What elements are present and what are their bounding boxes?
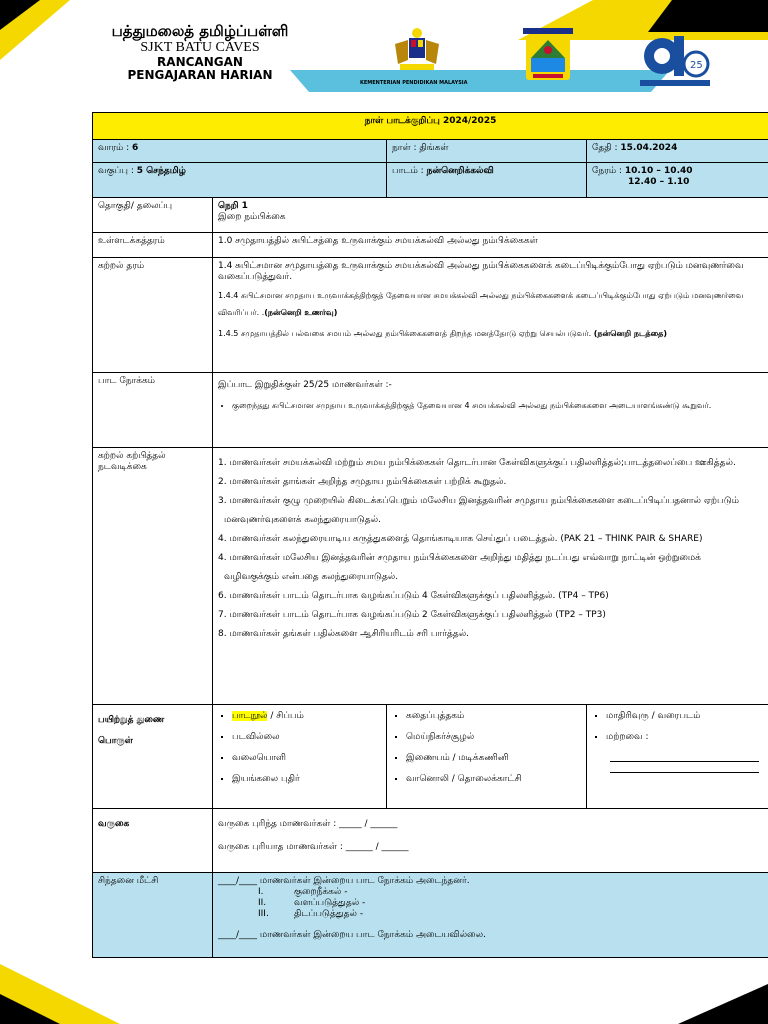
reflection-list (218, 887, 763, 920)
activity-step: 6. மாணவர்கள் பாடம் தொடர்பாக வழங்கப்படும் 4 கேள்விகளுக்குப் பதிலளித்தல். (TP4 – TP6) (218, 591, 609, 601)
school-logo (523, 28, 573, 83)
materials-label: பயிற்றுத் துணை பொருள் (93, 705, 213, 809)
doc-title-line2: PENGAJARAN HARIAN (127, 68, 273, 82)
ppk-logo-number: 25 (690, 60, 703, 71)
materials-col2 (387, 705, 587, 809)
date-cell: தேதி : 15.04.2024 (587, 140, 768, 163)
topic-value: நெறி 1 இறை நம்பிக்கை (213, 198, 768, 233)
activity-step: வழிவகுக்கும் என்பதை கலந்துரையாடுதல். (224, 572, 399, 582)
learning-standard-145: 1.4.5 சமுதாயத்தில் பல்வகை சமயம் அல்லது நம்பிக்கைகளைத் திறந்த மனத்தோடு ஏற்று செயல்படுவர். (நன்னெறி நடத்தை) (218, 329, 668, 338)
learning-standard-main: 1.4 சுபிட்சமான சமுதாயத்தை உருவாக்கும் சமயக்கல்வி அல்லது நம்பிக்கைகளைக் கடைப்பிடிக்கும்போது ஏற்படும் மனவுணர்வை வகைப்படுத்துவர். (218, 261, 744, 282)
reflection-row (93, 873, 768, 958)
class-row (93, 163, 768, 198)
ministry-label: KEMENTERIAN PENDIDIKAN MALAYSIA (360, 80, 468, 86)
attendance-value (213, 809, 768, 873)
week-cell: வாரம் : 6 (93, 140, 387, 163)
topic-row (93, 198, 768, 233)
materials-col1 (213, 705, 387, 809)
subject-cell: பாடம் : நன்னெறிக்கல்வி (387, 163, 587, 198)
activity-step: 7. மாணவர்கள் பாடம் தொடர்பாக வழங்கப்படும் 2 கேள்விகளுக்குப் பதிலளித்தல் (TP2 – TP3) (218, 610, 606, 620)
materials-row (93, 705, 768, 809)
material-item: ▪ இயங்கலை புதிர் (232, 774, 381, 785)
activity-step: 4. மாணவர்கள் கலந்துரையாடிய கருத்துகளைத் தொங்காடியாக செய்துப் படைத்தல். (PAK 21 – THINK PAIR & SHARE) (218, 534, 703, 544)
ppk-logo (640, 28, 710, 88)
topic-label: தொகுதி/ தலைப்பு (93, 198, 213, 233)
activity-step: 1. மாணவர்கள் சமயக்கல்வி மற்றும் சமய நம்பிக்கைகள் தொடர்பான கேள்விகளுக்குப் பதிலளித்தல்;பாடத்தலைப்பை ஊகித்தல். (218, 458, 736, 468)
material-item: ▪ வலையொளி (232, 753, 381, 764)
objective-intro: இப்பாட இறுதிக்குள் 25/25 மாணவர்கள் :- (218, 380, 392, 390)
daily-lesson-plan-table (92, 112, 768, 958)
ministry-crest-logo (390, 26, 444, 76)
objective-item: • குறைந்தது சுபிட்சமான சமுதாய உருவாக்கத்திற்குத் தேவையான 4 சமயக்கல்வி அல்லது நம்பிக்கைகளை அடையாளங்கண்டு கூறுவர். (232, 397, 763, 414)
material-item: ▪ கதைப்புத்தகம் (406, 711, 581, 722)
activity-step: 4. மாணவர்கள் மலேசிய இனத்தவரின் சமுதாய நம்பிக்கைகளை அறிந்து மதித்து நடப்பது எவ்வாறு நாட்டின் ஒற்றுமைக் (218, 553, 701, 563)
objective-row (93, 373, 768, 448)
objective-label: பாட நோக்கம் (93, 373, 213, 448)
material-item: ▪ படவில்லை (232, 732, 381, 743)
plan-year-header: நாள் பாடக்குறிப்பு 2024/2025 (93, 113, 768, 140)
content-standard-value: 1.0 சமுதாயத்தில் சுபிட்சத்தை உருவாக்கும் சமயக்கல்வி அல்லது நம்பிக்கைகள் (213, 233, 768, 258)
reflection-item: I. குறைநீக்கல் - (258, 887, 348, 897)
day-cell: நாள் : திங்கள் (387, 140, 587, 163)
week-row (93, 140, 768, 163)
other-materials-blank[interactable] (610, 768, 759, 773)
activities-row (93, 448, 768, 705)
reflection-not-achieved: ____/____ மாணவர்கள் இன்றைய பாட நோக்கம் அடையவில்லை. (218, 930, 486, 940)
header-band (290, 70, 670, 92)
attendance-absent: வருகை புரியாத மாணவர்கள் : ______ / ______ (218, 842, 409, 852)
material-item: ▪ பாடநூல் / சிப்பம் (232, 711, 381, 722)
school-name-tamil: பத்துமலைத் தமிழ்ப்பள்ளி (111, 22, 289, 40)
activity-step: 2. மாணவர்கள் தாங்கள் அறிந்த சமுதாய நம்பிக்கைகள் பற்றிக் கூறுதல். (218, 477, 507, 487)
time-cell: நேரம் : 10.10 – 10.40 12.40 – 1.10 (587, 163, 768, 198)
learning-standard-144: 1.4.4 சுபிட்சமான சமுதாய உருவாக்கத்திற்குத் தேவையான சமயக்கல்வி அல்லது நம்பிக்கைகளைக் கடைப்பிடிக்கும்போது ஏற்படும் மனவுணர்வை விவரிப்பர். .(நன்னெறி உணர்வு) (218, 291, 744, 317)
class-cell: வகுப்பு : 5 செந்தமிழ் (93, 163, 387, 198)
activity-step: 8. மாணவர்கள் தங்கள் பதில்களை ஆசிரியரிடம் சரி பார்த்தல். (218, 629, 470, 639)
content-standard-label: உள்ளடக்கத்தரம் (93, 233, 213, 258)
reflection-value (213, 873, 768, 958)
material-item: ▪ மற்றவை : (606, 732, 763, 743)
attendance-row (93, 809, 768, 873)
material-item: ▪ மெய்நிகர்ச்சூழல் (406, 732, 581, 743)
school-name: SJKT BATU CAVES (140, 40, 260, 55)
content-standard-row (93, 233, 768, 258)
activity-step: மனவுணர்வுகளைக் கலந்துரையாடுதல். (224, 515, 381, 525)
footer-decoration (678, 984, 768, 1024)
activities-label: கற்றல் கற்பித்தல் நடவடிக்கை (93, 448, 213, 705)
material-item: ▪ மாதிரிவுரு / வரைபடம் (606, 711, 763, 722)
material-item: ▪ வானொலி / தொலைக்காட்சி (406, 774, 581, 785)
learning-standard-label: கற்றல் தரம் (93, 258, 213, 373)
other-materials-blank[interactable] (610, 753, 759, 762)
materials-col3 (587, 705, 768, 809)
doc-title-line1: RANCANGAN (157, 55, 243, 69)
attendance-present: வருகை புரிந்த மாணவர்கள் : _____ / ______ (218, 819, 398, 829)
objective-value (213, 373, 768, 448)
attendance-label: வருகை (93, 809, 213, 873)
reflection-label: சிந்தனை மீட்சி (93, 873, 213, 958)
activity-step: 3. மாணவர்கள் குழு முறையில் கிடைக்கப்பெறும் மலேசிய இனத்தவரின் சமுதாய நம்பிக்கைகளை கடைப்பிடிப்பதனால் ஏற்படும் (218, 496, 739, 506)
learning-standard-row (93, 258, 768, 373)
reflection-item: III. திடப்படுத்துதல் - (258, 909, 364, 919)
learning-standard-value (213, 258, 768, 373)
material-item: ▪ இணையம் / மடிக்கணினி (406, 753, 581, 764)
school-heading (100, 22, 300, 82)
reflection-achieved: ____/____ மாணவர்கள் இன்றைய பாட நோக்கம் அடைந்தனர். (218, 876, 470, 886)
activities-list (213, 448, 768, 705)
reflection-item: II. வளப்படுத்துதல் - (258, 898, 366, 908)
